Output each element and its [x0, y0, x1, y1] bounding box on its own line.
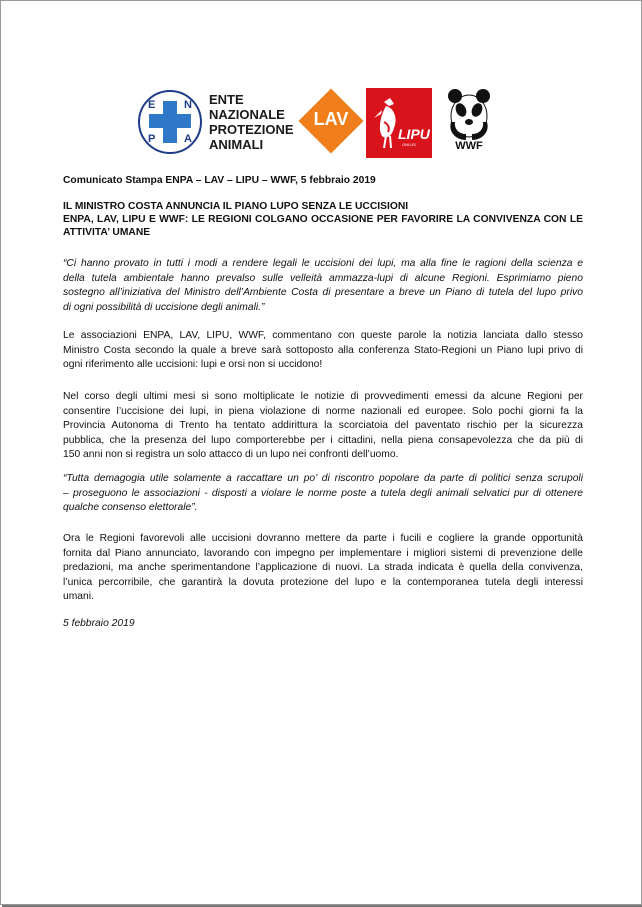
p4-line: – proseguono le associazioni - disposti a violare le norme poste a tutela degli animali selvatici pur di ottenere	[63, 487, 583, 499]
enpa-name	[209, 92, 294, 152]
lipu-label: LIPU	[398, 126, 430, 142]
lav-logo-icon	[298, 88, 364, 154]
p5-line: fornita dal Piano annunciato, lavorando con impegno per implementare i migliori sistemi di prevenzione delle	[63, 547, 583, 559]
p1-line: di ogni possibilità di uccisione degli animali.”	[63, 301, 265, 313]
p3-line: Provincia Autonoma di Trento ha tentato addirittura la scorciatoia del paventato rischio per la sicurezza	[63, 420, 583, 431]
paragraph-3	[63, 390, 583, 463]
p3-line: Nel corso degli ultimi mesi si sono moltiplicate le notizie di provvedimenti emessi da alcune Regioni per	[63, 391, 583, 402]
wwf-logo-icon	[446, 88, 492, 158]
enpa-line-4: ANIMALI	[209, 137, 264, 152]
enpa-letter-n: N	[184, 99, 192, 111]
p5-line: umani.	[63, 591, 94, 602]
p1-line: sostegno all’iniziativa del Ministro dell’Ambiente Costa di presentare a breve un Piano di tutela del lupo privo	[63, 287, 583, 298]
enpa-line-1: ENTE	[209, 92, 244, 107]
title-line-3: ATTIVITA’ UMANE	[63, 227, 151, 238]
lipu-logo-icon	[366, 88, 432, 158]
paragraph-quote-2	[63, 472, 583, 516]
paragraph-quote-1	[63, 257, 583, 315]
enpa-letter-a: A	[184, 133, 192, 145]
press-release-header: Comunicato Stampa ENPA – LAV – LIPU – WWF, 5 febbraio 2019	[63, 175, 376, 186]
enpa-letter-p: P	[148, 133, 156, 145]
logo-row	[138, 88, 498, 160]
p2-line: Le associazioni ENPA, LAV, LIPU, WWF, commentano con queste parole la notizia lanciata dallo stesso	[63, 330, 583, 341]
title-line-1: IL MINISTRO COSTA ANNUNCIA IL PIANO LUPO SENZA LE UCCISIONI	[63, 201, 409, 212]
page-title	[63, 200, 583, 239]
wwf-label: WWF	[455, 140, 483, 152]
enpa-letter-e: E	[148, 99, 156, 111]
enpa-line-2: NAZIONALE	[209, 107, 285, 122]
p3-line: pubblica, che la presenza del lupo comporterebbe per i cittadini, nella piena consapevolezza che da più di	[63, 434, 583, 446]
p4-line: qualche consenso elettorale”.	[63, 502, 198, 513]
lav-label: LAV	[313, 109, 349, 129]
p2-line: ogni riferimento alle uccisioni: lupi e orsi non si uccidono!	[63, 359, 323, 370]
p1-line: della tutela ambientale hanno prevalso sulle velleità ammazza-lupi di alcune Regioni. Esprimiamo pieno	[63, 272, 583, 284]
p2-line: Ministro Costa secondo la quale a breve sarà sottoposto alla conferenza Stato-Regioni un Piano lupi privo di	[63, 344, 583, 356]
p3-line: 150 anni non si registra un solo attacco di un lupo nei confronti dell’uomo.	[63, 449, 399, 460]
paragraph-5	[63, 532, 583, 605]
enpa-line-3: PROTEZIONE	[209, 122, 294, 137]
p3-line: consentire l’uccisione dei lupi, in piena violazione di norme nazionali ed europee. Solo pochi giorni fa la	[63, 405, 583, 417]
lipu-sub-label: ONLUS	[402, 142, 416, 147]
p1-line: “Ci hanno provato in tutti i modi a rendere legali le uccisioni dei lupi, ma alla fine le ragioni della scienza e	[63, 258, 583, 269]
panda-icon	[446, 88, 492, 140]
date-footer: 5 febbraio 2019	[63, 618, 135, 629]
title-line-2: ENPA, LAV, LIPU E WWF: LE REGIONI COLGANO OCCASIONE PER FAVORIRE LA CONVIVENZA CON LE	[63, 214, 583, 225]
p4-line: “Tutta demagogia utile solamente a raccattare un po’ di riscontro popolare da parte di politici senza scrupoli	[63, 473, 583, 484]
p5-line: l’unica percorribile, che garantirà la dovuta protezione del lupo e la contemporanea tutela degli interessi	[63, 576, 583, 588]
enpa-logo-icon	[138, 90, 202, 154]
p5-line: predazioni, ma anche sperimentandone l’applicazione di nuovi. La strada indicata è quella della convivenza,	[63, 562, 583, 573]
hoopoe-bird-icon	[372, 96, 406, 152]
p5-line: Ora le Regioni favorevoli alle uccisioni dovranno mettere da parte i fucili e cogliere la grande opportunità	[63, 533, 583, 544]
paragraph-2	[63, 329, 583, 373]
